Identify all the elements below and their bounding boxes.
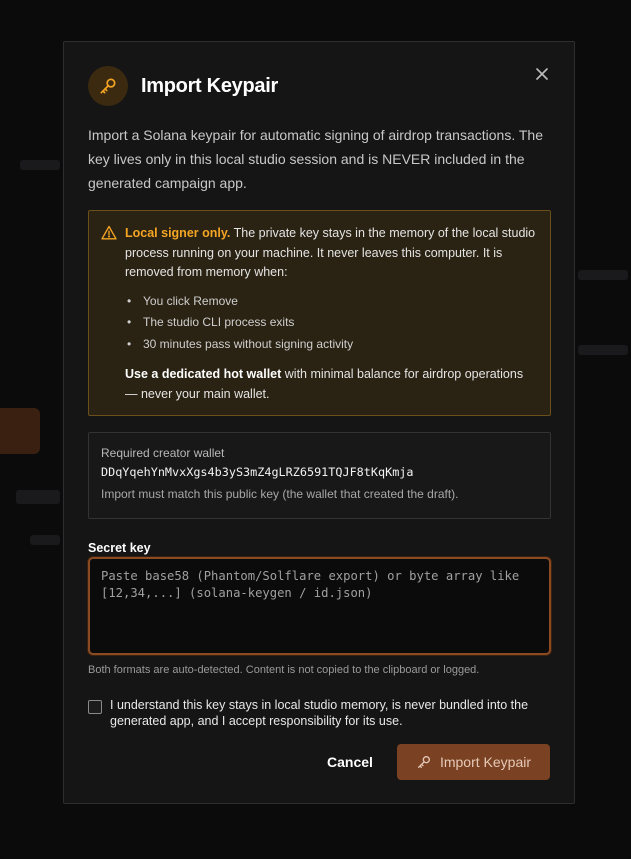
key-icon [98, 76, 118, 96]
wallet-note: Import must match this public key (the wallet that created the draft). [101, 487, 459, 501]
dialog-header [88, 66, 278, 106]
import-keypair-button[interactable] [397, 744, 550, 780]
background-text [16, 490, 60, 504]
removal-conditions-list [125, 291, 538, 356]
hot-wallet-advice-bold: Use a dedicated hot wallet [125, 367, 282, 381]
security-warning [88, 210, 551, 416]
close-icon [536, 68, 548, 80]
consent-label[interactable]: I understand this key stays in local studio memory, is never bundled into the generated app, and I accept responsibility for its use. [110, 698, 529, 728]
list-item: • The studio CLI process exits [127, 312, 538, 334]
hot-wallet-advice [125, 364, 538, 404]
import-button-label: Import Keypair [439, 754, 532, 770]
consent-row [88, 697, 558, 729]
warning-text [125, 224, 538, 283]
background-text [20, 160, 60, 170]
warning-triangle-icon [101, 225, 117, 245]
key-icon-badge [88, 66, 128, 106]
required-wallet-panel [88, 432, 551, 519]
list-item: • 30 minutes pass without signing activity [127, 334, 538, 356]
wallet-label: Required creator wallet [101, 446, 225, 460]
secret-key-label: Secret key [88, 541, 151, 555]
cancel-button[interactable]: Cancel [327, 754, 373, 770]
dialog-description: Import a Solana keypair for automatic signing of airdrop transactions. The key lives only in this local studio session and is NEVER included in the generated campaign app. [88, 127, 543, 191]
import-keypair-dialog [63, 41, 575, 804]
background-button [0, 408, 40, 454]
secret-key-input[interactable] [88, 557, 551, 655]
warning-lead: Local signer only. [125, 226, 231, 240]
background-text [578, 270, 628, 280]
background-text [578, 345, 628, 355]
consent-checkbox[interactable] [88, 700, 102, 714]
key-icon [416, 754, 432, 770]
list-item: • You click Remove [127, 291, 538, 313]
close-button[interactable] [530, 62, 554, 86]
background-text [30, 535, 60, 545]
wallet-address: DDqYqehYnMvxXgs4b3yS3mZ4gLRZ6591TQJF8tKqKmja [101, 465, 414, 479]
dialog-title: Import Keypair [141, 74, 278, 97]
secret-key-hint: Both formats are auto-detected. Content is not copied to the clipboard or logged. [88, 664, 480, 676]
hot-wallet-advice-rest: with minimal balance for airdrop operations — never your main wallet. [125, 367, 524, 401]
warning-body: The private key stays in the memory of the local studio process running on your machine. It never leaves this computer. It is removed from memory when: [125, 226, 536, 279]
